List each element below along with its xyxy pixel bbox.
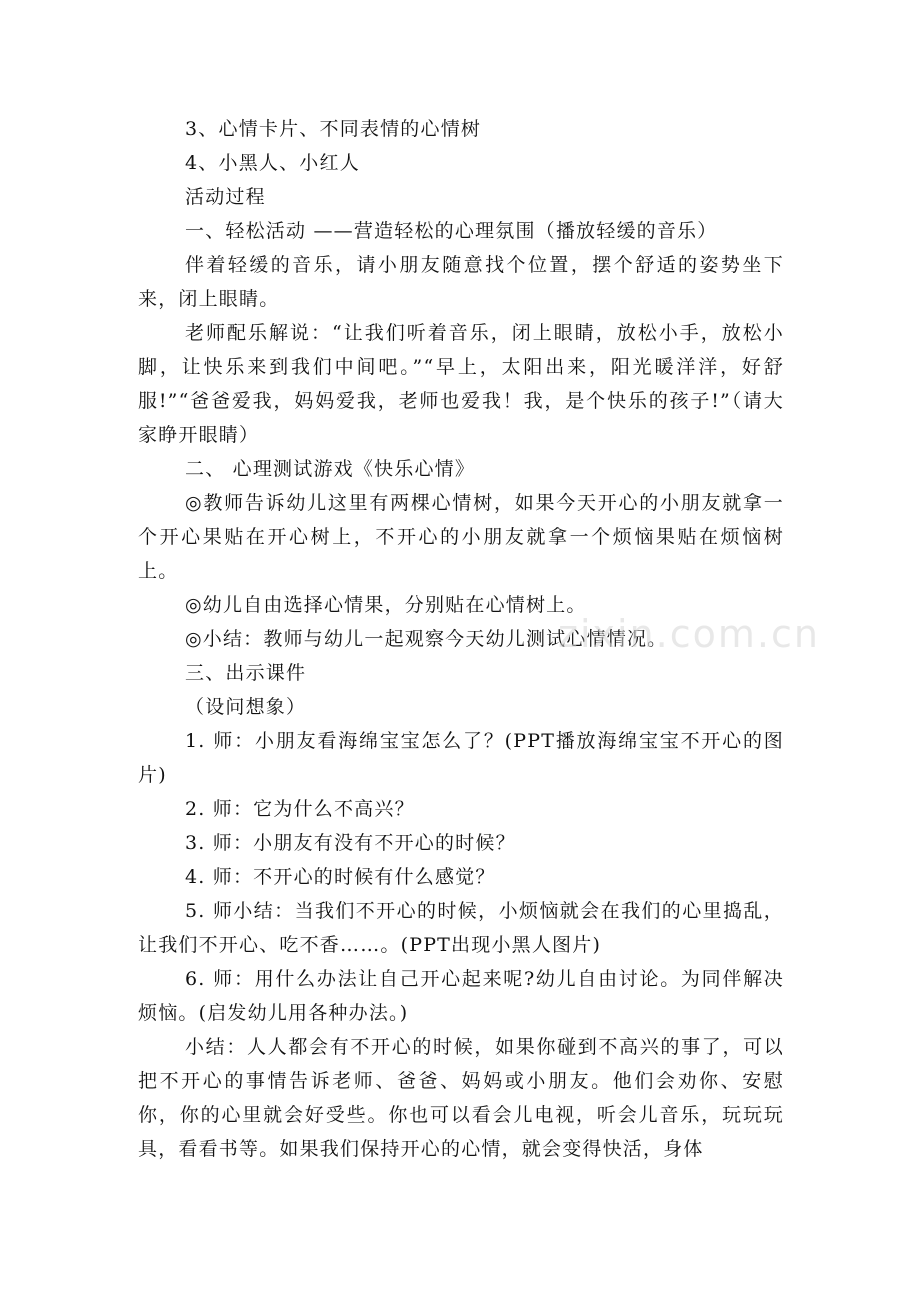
document-body: [138, 112, 784, 1166]
section-heading-2: 二、 心理测试游戏《快乐心情》: [185, 458, 476, 480]
question-1: 1. 师：小朋友看海绵宝宝怎么了？(PPT播放海绵宝宝不开心的图片): [138, 730, 784, 786]
paragraph-music: 伴着轻缓的音乐，请小朋友随意找个位置，摆个舒适的姿势坐下来，闭上眼睛。: [138, 254, 784, 310]
materials-item-3: 3、心情卡片、不同表情的心情树: [185, 118, 482, 140]
question-2: 2. 师：它为什么不高兴？: [185, 798, 415, 820]
question-5: 5. 师小结：当我们不开心的时候，小烦恼就会在我们的心里捣乱，让我们不开心、吃不香……。(PPT出现小黑人图片): [138, 900, 784, 956]
section-heading-process: 活动过程: [185, 186, 266, 208]
watermark-text: zixin.com.cn: [558, 612, 820, 656]
subheading-questions: （设问想象）: [185, 696, 307, 718]
section-heading-1: 一、轻松活动 ——营造轻松的心理氛围（播放轻缓的音乐）: [185, 220, 718, 242]
paragraph-final-summary: 小结：人人都会有不开心的时候，如果你碰到不高兴的事了，可以把不开心的事情告诉老师、爸爸、妈妈或小朋友。他们会劝你、安慰你，你的心里就会好受些。你也可以看会儿电视，听会儿音乐，玩玩玩具，看看书等。如果我们保持开心的心情，就会变得快活，身体: [138, 1036, 784, 1160]
question-3: 3. 师：小朋友有没有不开心的时候？: [185, 832, 516, 854]
paragraph-mood-tree: ◎教师告诉幼儿这里有两棵心情树，如果今天开心的小朋友就拿一个开心果贴在开心树上，不开心的小朋友就拿一个烦恼果贴在烦恼树上。: [138, 492, 784, 582]
paragraph-summary-observe: ◎小结：教师与幼儿一起观察今天幼儿测试心情情况。: [185, 628, 668, 650]
question-4: 4. 师：不开心的时候有什么感觉？: [185, 866, 496, 888]
materials-item-4: 4、小黑人、小红人: [185, 152, 360, 174]
section-heading-3: 三、出示课件: [185, 662, 307, 684]
question-6: 6. 师：用什么办法让自己开心起来呢?幼儿自由讨论。为同伴解决烦恼。(启发幼儿用各种办法。): [138, 968, 784, 1024]
paragraph-narration: 老师配乐解说：“让我们听着音乐，闭上眼睛，放松小手，放松小脚，让快乐来到我们中间吧。”“早上，太阳出来，阳光暖洋洋，好舒服!”“爸爸爱我，妈妈爱我，老师也爱我！我，是个快乐的孩子!”（请大家睁开眼睛）: [138, 322, 784, 446]
paragraph-choose-fruit: ◎幼儿自由选择心情果，分别贴在心情树上。: [185, 594, 587, 616]
